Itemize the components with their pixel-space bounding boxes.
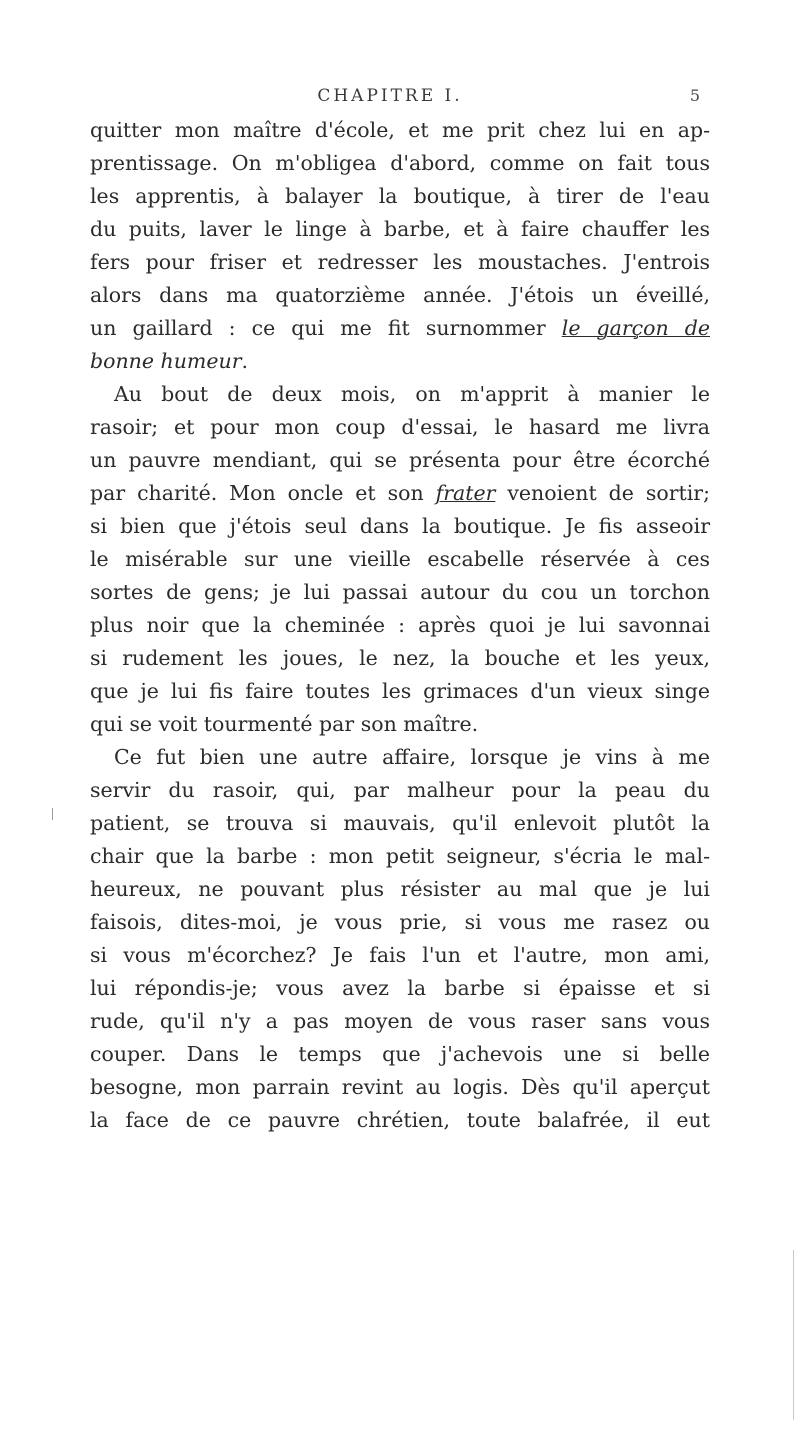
text-segment: un gaillard : ce qui me fit surnommer — [90, 316, 562, 340]
running-head — [90, 86, 700, 116]
text-line: que je lui fis faire toutes les grimaces d'un vieux singe — [90, 679, 710, 703]
chapter-title: CHAPITRE I. — [317, 86, 463, 106]
text-line: Ce fut bien une autre affaire, lorsque je vins à me — [114, 745, 710, 769]
text-line: lui répondis-je; vous avez la barbe si épaisse et si — [90, 976, 710, 1000]
text-line: servir du rasoir, qui, par malheur pour la peau du — [90, 778, 710, 802]
page-edge-line — [793, 1250, 794, 1420]
text-line: Au bout de deux mois, on m'apprit à manier le — [114, 382, 710, 406]
text-line: chair que la barbe : mon petit seigneur, s'écria le mal- — [90, 844, 710, 868]
text-segment: par charité. Mon oncle et son — [90, 481, 436, 505]
page-number: 5 — [689, 86, 700, 105]
text-line: fers pour friser et redresser les moustaches. J'entrois — [90, 250, 710, 274]
text-line: rude, qu'il n'y a pas moyen de vous raser sans vous — [90, 1009, 710, 1033]
text-line — [90, 345, 710, 378]
text-line: quitter mon maître d'école, et me prit chez lui en ap- — [90, 118, 710, 142]
body-text — [90, 114, 710, 1137]
text-line: prentissage. On m'obligea d'abord, comme on fait tous — [90, 151, 710, 175]
text-line: un pauvre mendiant, qui se présenta pour être écorché — [90, 448, 710, 472]
text-line: le misérable sur une vieille escabelle réservée à ces — [90, 547, 710, 571]
text-line: couper. Dans le temps que j'achevois une si belle — [90, 1042, 710, 1066]
text-line: la face de ce pauvre chrétien, toute balafrée, il eut — [90, 1108, 710, 1132]
text-line: patient, se trouva si mauvais, qu'il enlevoit plutôt la — [90, 811, 710, 835]
text-line — [90, 477, 710, 510]
text-line: rasoir; et pour mon coup d'essai, le hasard me livra — [90, 415, 710, 439]
text-line — [90, 312, 710, 345]
text-line: qui se voit tourmenté par son maître. — [90, 712, 479, 736]
text-line: faisois, dites-moi, je vous prie, si vous me rasez ou — [90, 910, 710, 934]
text-line: si bien que j'étois seul dans la boutique. Je fis asseoir — [90, 514, 710, 538]
text-segment: . — [241, 349, 249, 373]
italic-phrase: le garçon de — [561, 316, 710, 340]
italic-phrase: frater — [435, 481, 496, 505]
text-line: les apprentis, à balayer la boutique, à tirer de l'eau — [90, 184, 710, 208]
text-line: besogne, mon parrain revint au logis. Dès qu'il aperçut — [90, 1075, 710, 1099]
margin-mark — [52, 808, 53, 820]
italic-phrase: bonne humeur — [90, 349, 242, 373]
text-line: si rudement les joues, le nez, la bouche et les yeux, — [90, 646, 710, 670]
text-line: sortes de gens; je lui passai autour du cou un torchon — [90, 580, 710, 604]
text-line: plus noir que la cheminée : après quoi je lui savonnai — [90, 613, 710, 637]
text-segment: venoient de sortir; — [495, 481, 711, 505]
text-line: alors dans ma quatorzième année. J'étois un éveillé, — [90, 283, 710, 307]
text-line: heureux, ne pouvant plus résister au mal que je lui — [90, 877, 710, 901]
text-line: si vous m'écorchez? Je fais l'un et l'autre, mon ami, — [90, 943, 710, 967]
text-line: du puits, laver le linge à barbe, et à faire chauffer les — [90, 217, 710, 241]
